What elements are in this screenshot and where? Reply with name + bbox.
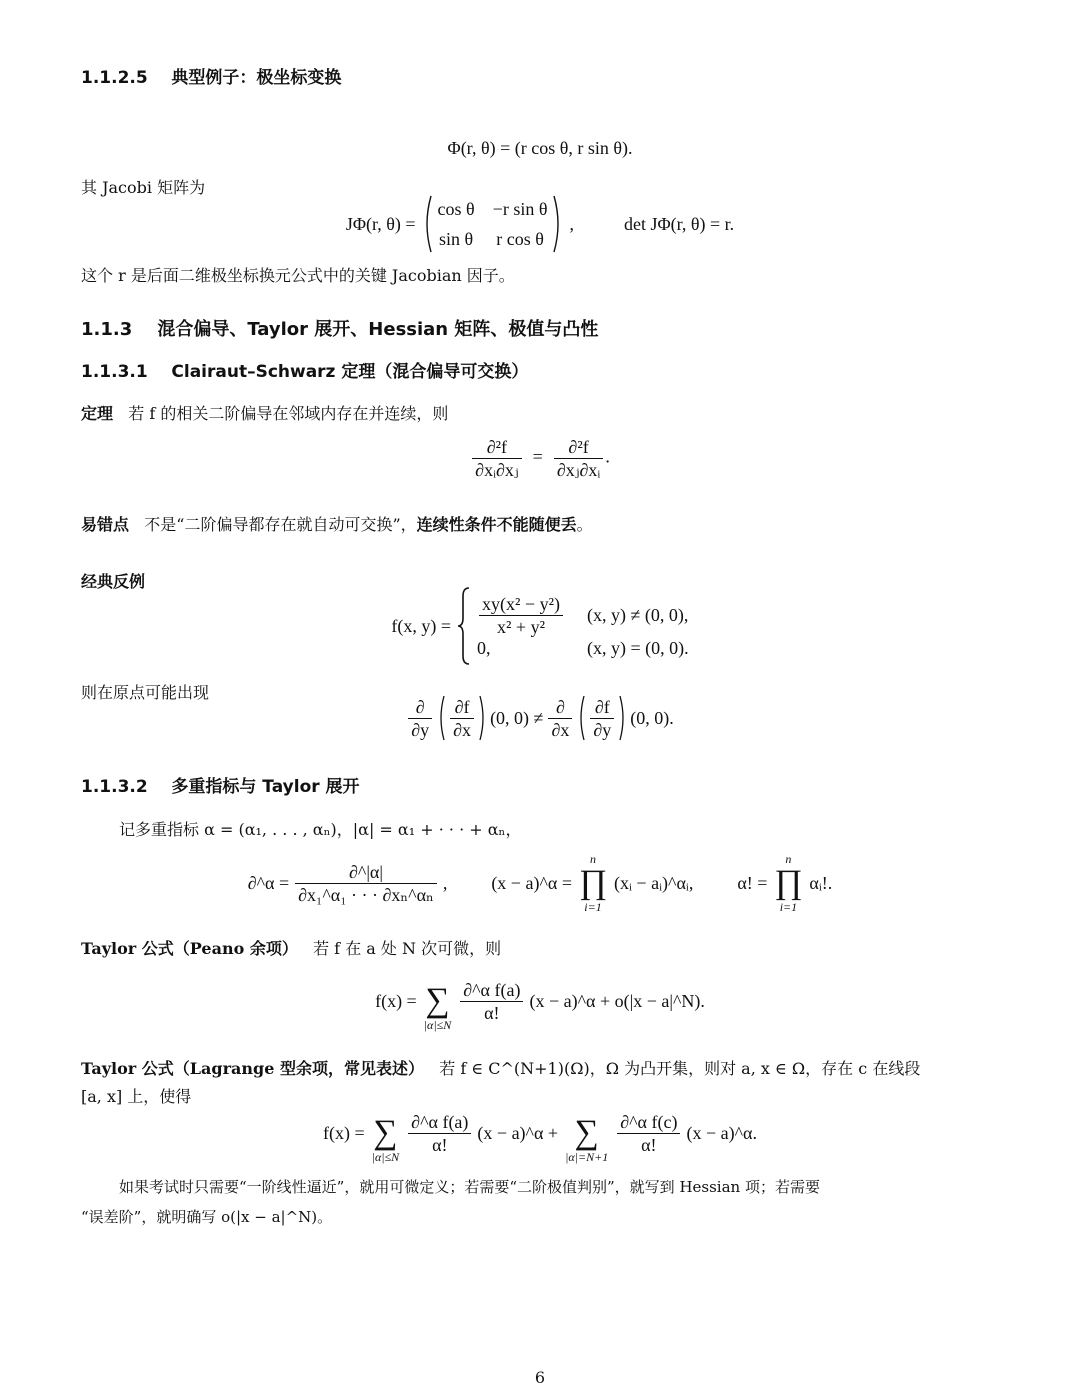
jacobian-equation: JΦ(r, θ) = cos θ −r sin θ sin θ r cos θ , det JΦ(r, θ) = r. (0, 194, 1080, 256)
jacobian-determinant: det JΦ(r, θ) = r. (623, 213, 735, 234)
taylor-peano-statement (81, 937, 501, 961)
fraction (295, 861, 437, 906)
counterexample-label: 经典反例 (81, 572, 146, 591)
fraction (460, 979, 523, 1024)
fraction (408, 696, 432, 741)
matrix-cell: cos θ (437, 199, 475, 219)
denominator: x² + y² (497, 617, 545, 637)
taylor-lagrange-label: Taylor 公式（Lagrange 型余项，常见表述） (81, 1059, 424, 1078)
equation-lhs: f(x) = (323, 1122, 365, 1143)
matrix-cell: −r sin θ (492, 199, 548, 219)
pitfall-end: 。 (576, 515, 593, 534)
equation-end: (x − a)^α. (686, 1122, 757, 1143)
power-lhs: (x − a)^α = (491, 872, 572, 893)
section-number: 1.1.3.2 (81, 777, 148, 797)
numerator: ∂²f (554, 436, 604, 459)
product-operator: n ∏ i=1 (578, 852, 607, 914)
numerator: ∂f (450, 696, 474, 719)
taylor-lagrange-line2: [a, x] 上，使得 (81, 1087, 192, 1106)
numerator: ∂^|α| (295, 861, 437, 884)
product-operator: n ∏ i=1 (774, 852, 803, 914)
theorem-text: 若 f 的相关二阶偏导在邻域内存在并连续，则 (128, 404, 449, 423)
numerator: ∂²f (472, 436, 522, 459)
jacobian-lhs: JΦ(r, θ) = (345, 213, 416, 234)
numerator: xy(x² − y²) (479, 593, 563, 616)
pitfall-note (81, 513, 593, 537)
lower-limit: |α|≤N (423, 1018, 452, 1032)
right-paren-icon (553, 194, 563, 254)
section-heading-1-1-3-2 (81, 775, 360, 799)
denominator: ∂y (411, 719, 430, 740)
section-heading-1-1-2-5 (81, 66, 341, 90)
section-title: 多重指标与 Taylor 展开 (171, 777, 360, 797)
denominator: ∂y (593, 719, 612, 740)
factorial-lhs: α! = (737, 872, 768, 893)
lower-limit: i=1 (779, 900, 798, 914)
closing-paragraph-line1: 如果考试时只需要“一阶线性逼近”，就用可微定义；若需要“二阶极值判别”，就写到 Hessian 项；若需要 (119, 1178, 820, 1196)
upper-limit: n (589, 852, 596, 866)
piecewise-cases (477, 593, 689, 659)
pitfall-label: 易错点 (81, 515, 130, 534)
point-text: (0, 0). (630, 707, 674, 728)
multi-index-definitions: ∂^α = $\frac{\partial\^{}|\alpha|}{\text{∂x₁\textasciicircum{}α₁ · · · ∂xₙ\textasciicircum{}αₙ}}$ , (x − a)^α = n ∏ i=1 (xᵢ − aᵢ)^αᵢ, α! = n ∏ i=1 αᵢ!. (247, 852, 833, 914)
left-paren-icon (577, 694, 585, 742)
sum-operator: ∑ |α|≤N (371, 1114, 400, 1164)
equation-lhs: f(x) = (375, 990, 417, 1011)
piecewise-lhs: f(x, y) = (391, 615, 452, 636)
denominator: ∂xⱼ∂xᵢ (556, 460, 601, 480)
matrix-cell: sin θ (439, 229, 474, 249)
point-text: (0, 0) ≠ (490, 707, 544, 728)
denominator: α! (641, 1134, 657, 1155)
numerator: ∂ (548, 696, 572, 719)
sum-operator: ∑ |α|=N+1 (565, 1114, 609, 1164)
taylor-peano-label: Taylor 公式（Peano 余项） (81, 939, 298, 958)
taylor-peano-text: 若 f 在 a 处 N 次可微，则 (313, 939, 502, 958)
denominator: ∂x (551, 719, 570, 740)
fraction (479, 593, 563, 638)
jacobian-note: 这个 r 是后面二维极坐标换元公式中的关键 Jacobian 因子。 (81, 266, 515, 285)
equation-middle: (x − a)^α + (477, 1122, 559, 1143)
section-title: 典型例子：极坐标变换 (171, 68, 342, 88)
lower-limit: |α|≤N (371, 1150, 400, 1164)
equation-rest: (x − a)^α + o(|x − a|^N). (529, 990, 705, 1011)
left-paren-icon (437, 694, 445, 742)
denominator: ∂x₁^α₁ · · · ∂xₙ^αₙ (298, 884, 434, 905)
section-number: 1.1.3 (81, 319, 133, 340)
factorial-body: αᵢ!. (809, 872, 833, 893)
denominator: ∂xᵢ∂xⱼ (475, 460, 519, 480)
fraction (472, 436, 522, 481)
multi-index-intro: 记多重指标 α = (α₁, . . . , αₙ)，|α| = α₁ + · · · + αₙ， (119, 820, 522, 839)
schwarz-equation: $\frac{\text{∂²f}}{\text{∂xᵢ∂xⱼ}}$ = $\frac{\text{∂²f}}{\text{∂xⱼ∂xᵢ}}$ . (0, 436, 1080, 481)
numerator: ∂^α f(c) (617, 1111, 680, 1134)
numerator: ∂^α f(a) (408, 1111, 471, 1134)
section-number: 1.1.2.5 (81, 68, 148, 88)
page-number: 6 (534, 1368, 546, 1387)
upper-limit: n (785, 852, 792, 866)
section-heading-1-1-3-1 (81, 360, 528, 384)
jacobian-matrix (438, 196, 548, 252)
denominator: α! (484, 1002, 500, 1023)
fraction (590, 696, 614, 741)
fraction (450, 696, 474, 741)
section-title: Clairaut–Schwarz 定理（混合偏导可交换） (171, 362, 529, 382)
numerator: ∂^α f(a) (460, 979, 523, 1002)
case-condition: (x, y) = (0, 0). (586, 638, 689, 658)
right-paren-icon (619, 694, 627, 742)
case-condition: (x, y) ≠ (0, 0), (586, 605, 689, 625)
denominator: α! (432, 1134, 448, 1155)
lower-limit: |α|=N+1 (565, 1150, 609, 1164)
taylor-lagrange-statement (81, 1057, 920, 1081)
origin-text: 则在原点可能出现 (81, 683, 210, 702)
sum-operator: ∑ |α|≤N (423, 982, 452, 1032)
counterexample-equation (0, 586, 1080, 670)
jacobi-intro: 其 Jacobi 矩阵为 (81, 178, 206, 197)
partial-alpha-lhs: ∂^α = (247, 872, 290, 893)
closing-paragraph-line2: “误差阶”，就明确写 o(|x − a|^N)。 (81, 1208, 333, 1226)
section-title: 混合偏导、Taylor 展开、Hessian 矩阵、极值与凸性 (157, 319, 599, 340)
matrix-cell: r cos θ (496, 229, 544, 249)
mixed-partials-inequality (0, 694, 1080, 742)
pitfall-text: 不是“二阶偏导都存在就自动可交换”， (144, 515, 417, 534)
numerator: ∂f (590, 696, 614, 719)
left-brace-icon (457, 586, 471, 666)
theorem-statement (81, 402, 448, 426)
power-body: (xᵢ − aᵢ)^αᵢ, (613, 872, 694, 893)
fraction (408, 1111, 471, 1156)
section-heading-1-1-3 (81, 318, 598, 342)
lower-limit: i=1 (584, 900, 602, 914)
taylor-peano-equation (0, 970, 1080, 1032)
fraction (548, 696, 572, 741)
numerator: ∂ (408, 696, 432, 719)
case-value: 0, (477, 638, 491, 658)
fraction (554, 436, 604, 481)
taylor-lagrange-equation (0, 1102, 1080, 1164)
right-paren-icon (479, 694, 487, 742)
section-number: 1.1.3.1 (81, 362, 148, 382)
pitfall-emphasis: 连续性条件不能随便丢 (416, 515, 577, 534)
taylor-lagrange-text: 若 f ∈ C^(N+1)(Ω)，Ω 为凸开集，则对 a, x ∈ Ω，存在 c 在线段 (439, 1059, 921, 1078)
fraction (617, 1111, 680, 1156)
denominator: ∂x (453, 719, 472, 740)
left-paren-icon (422, 194, 432, 254)
theorem-label: 定理 (81, 404, 114, 423)
polar-map-equation: Φ(r, θ) = (r cos θ, r sin θ). (447, 138, 633, 158)
